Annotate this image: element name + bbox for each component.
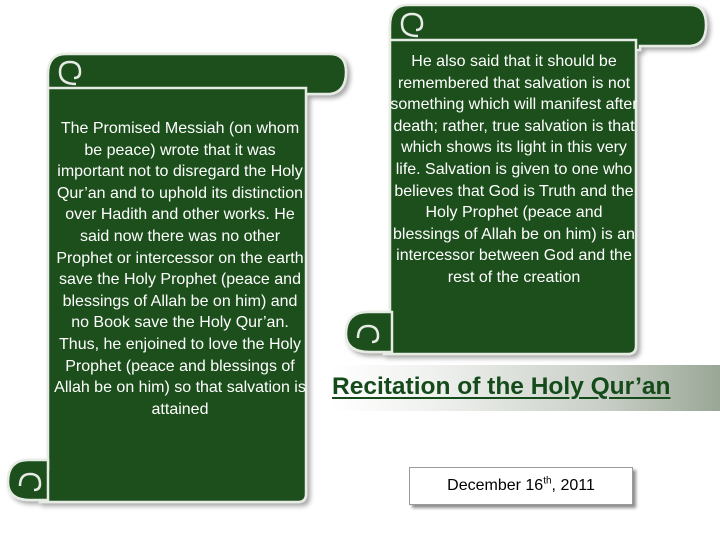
date-box bbox=[409, 467, 633, 505]
date-text bbox=[447, 477, 595, 495]
date-year: , 2011 bbox=[551, 477, 595, 494]
right-scroll-text: He also said that it should be remembered that salvation is not something which will manifest after death; rather, true salvation is that which shows its light in this very life. Salvation is given to one who believes that God is Truth and the Holy Prophet (peace and blessings of Allah be on him) is an intercessor between God and the rest of the creation bbox=[390, 53, 638, 286]
left-scroll-text: The Promised Messiah (on whom be peace) wrote that it was important not to disregard the Holy Qur’an and to uphold its distinction over Hadith and other works. He said now there was no other Prophet or intercessor on the earth save the Holy Prophet (peace and blessings of Allah be on him) and no Book save the Holy Qur’an. Thus, he enjoined to love the Holy Prophet (peace and blessings of Allah be on him) so that salvation is attained bbox=[54, 120, 306, 418]
title-banner bbox=[330, 365, 720, 411]
banner-title: Recitation of the Holy Qur’an bbox=[332, 373, 671, 400]
date-ordinal-suffix: th bbox=[543, 475, 552, 487]
date-prefix: December 16 bbox=[447, 477, 544, 494]
